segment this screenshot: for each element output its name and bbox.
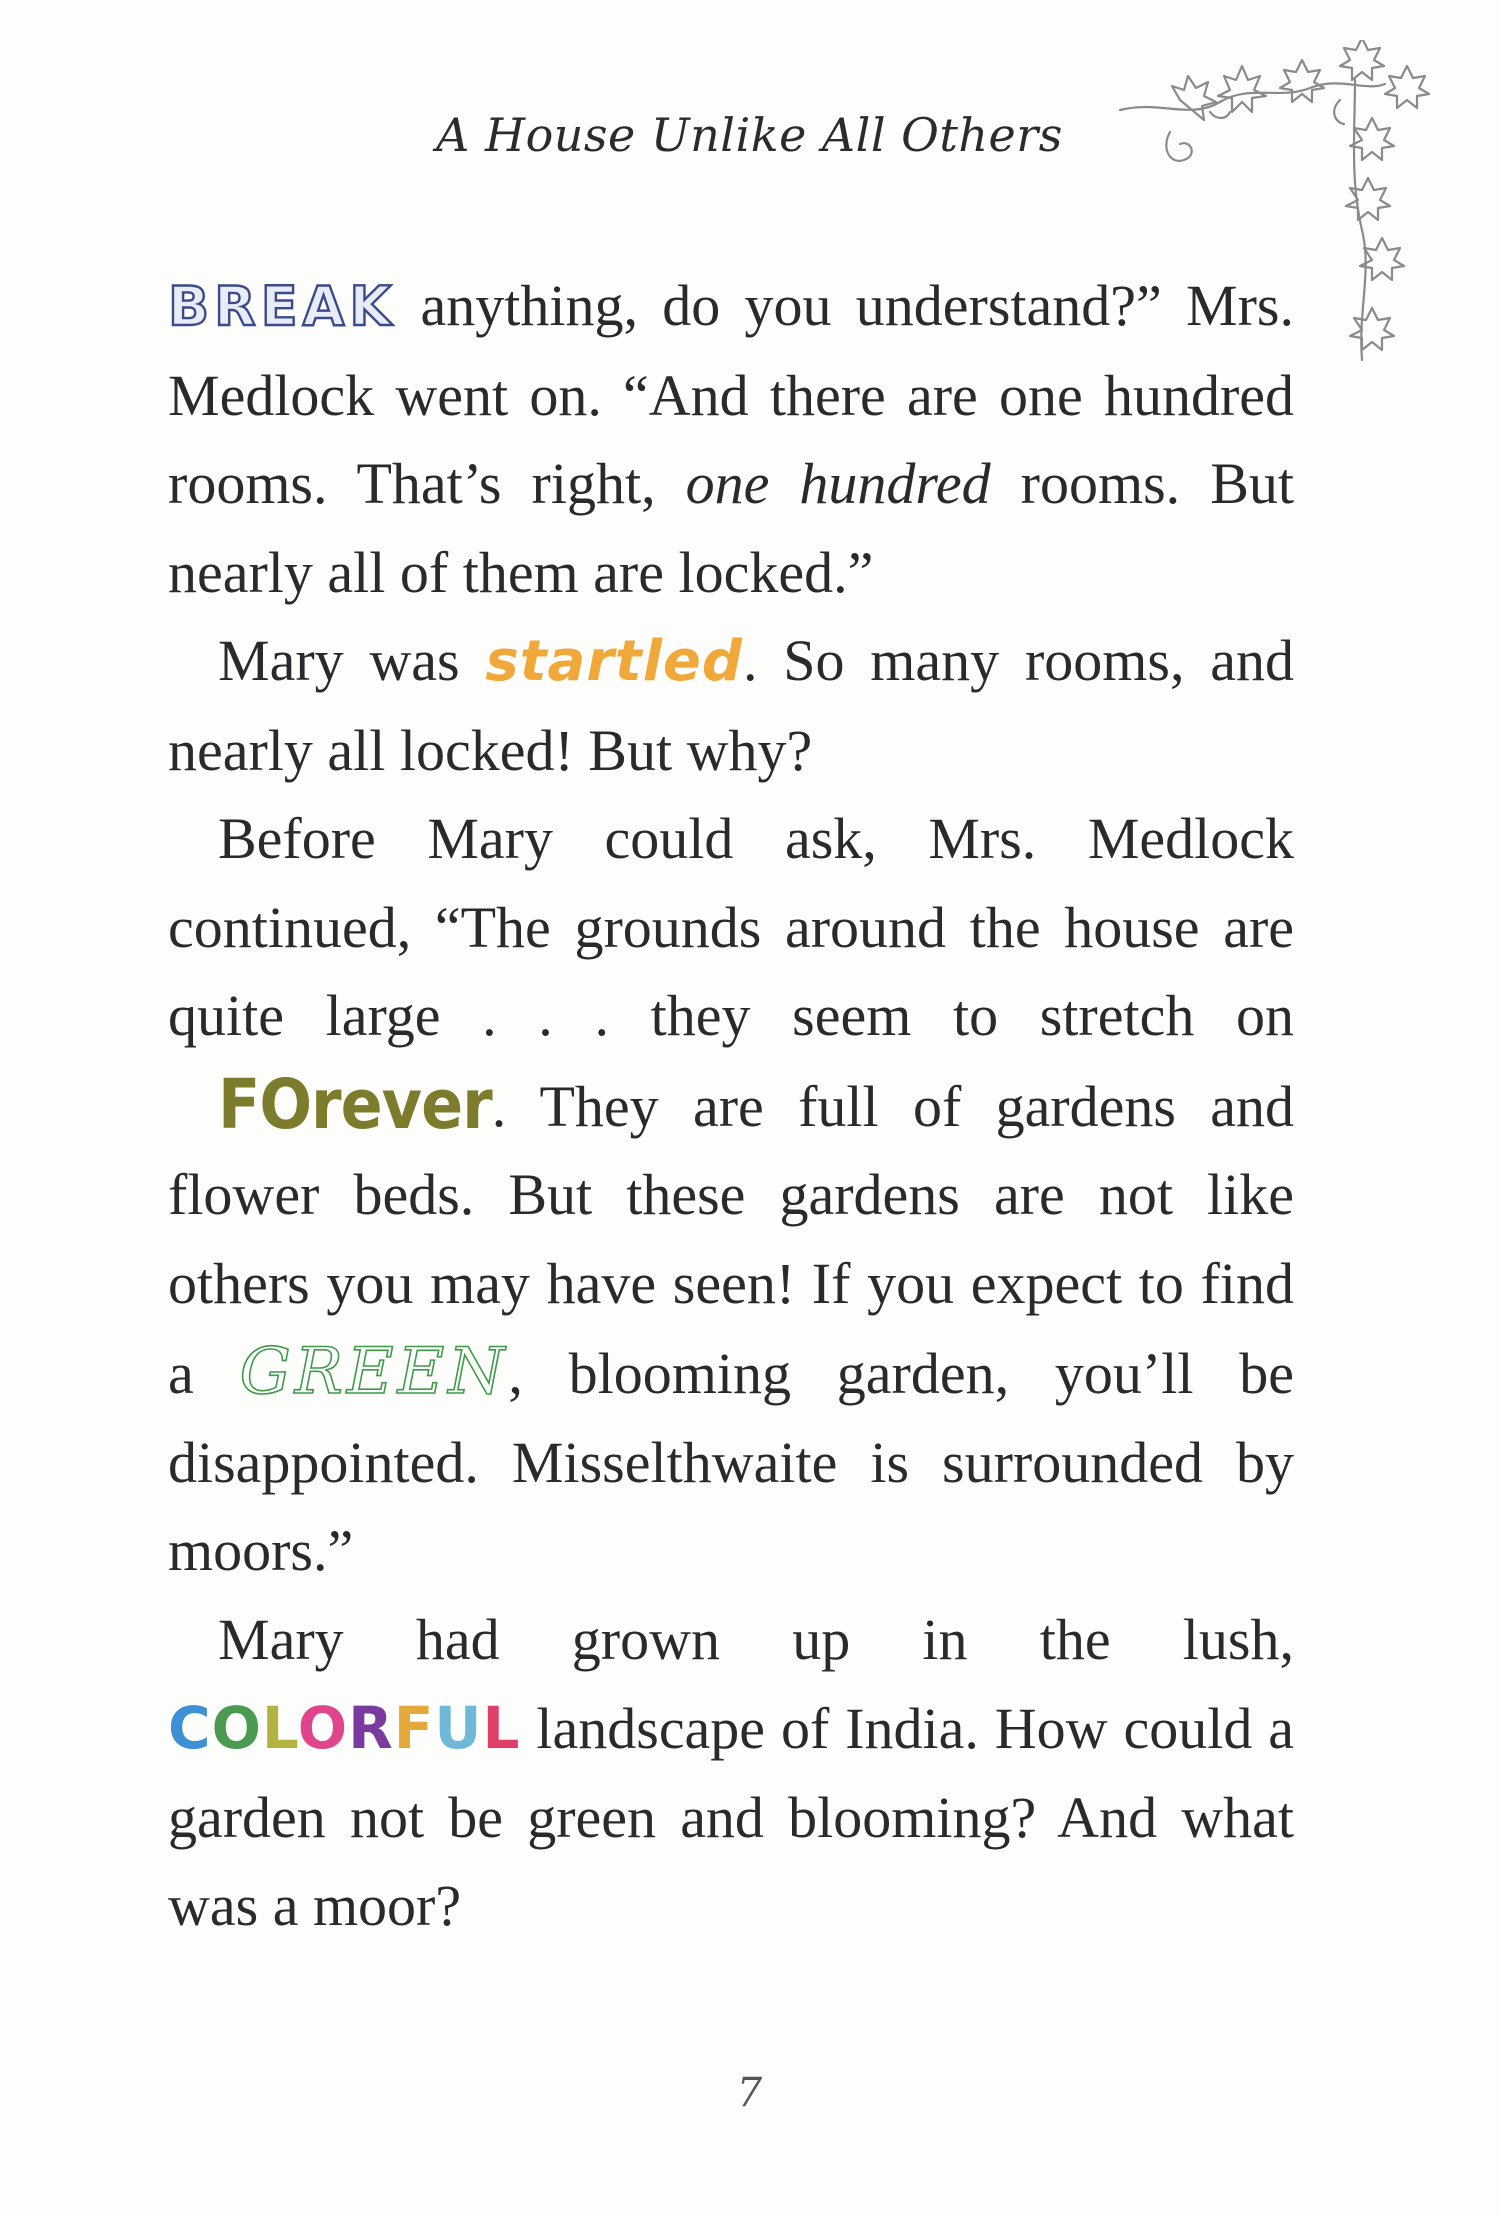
styled-word-green: GREEN (239, 1335, 509, 1409)
paragraph-2: Mary was startled. So many rooms, and nearly all locked! But why? (168, 628, 1294, 783)
page-number: 7 (736, 2070, 763, 2116)
paragraph-3: Before Mary could ask, Mrs. Medlock continued, “The grounds around the house are quite large . . . they seem to stretch on FOrever. They are full of gardens and flower beds. But these gardens are not like others you may have seen! If you expect to find a GREEN, blooming garden, you’ll be disappointed. Misselthwaite is surrounded by moors.” (168, 806, 1294, 1583)
styled-word-break: BREAK (168, 275, 397, 338)
paragraph-4: Mary had grown up in the lush, COLORFUL landscape of India. How could a garden not be green and blooming? And what was a moor? (168, 1606, 1294, 1938)
styled-word-colorful: COLORFUL (168, 1694, 521, 1762)
styled-word-startled: startled (485, 629, 743, 694)
italic-phrase: one hundred (685, 451, 991, 516)
running-title: A House Unlike All Others (436, 108, 1063, 162)
styled-word-forever: FOrever (218, 1063, 492, 1145)
paragraph-1: BREAK anything, do you understand?” Mrs. Medlock went on. “And there are one hundred rooms. That’s right, one hundred rooms. But nearly all of them are locked.” (168, 273, 1294, 605)
body-text (168, 262, 1294, 1951)
